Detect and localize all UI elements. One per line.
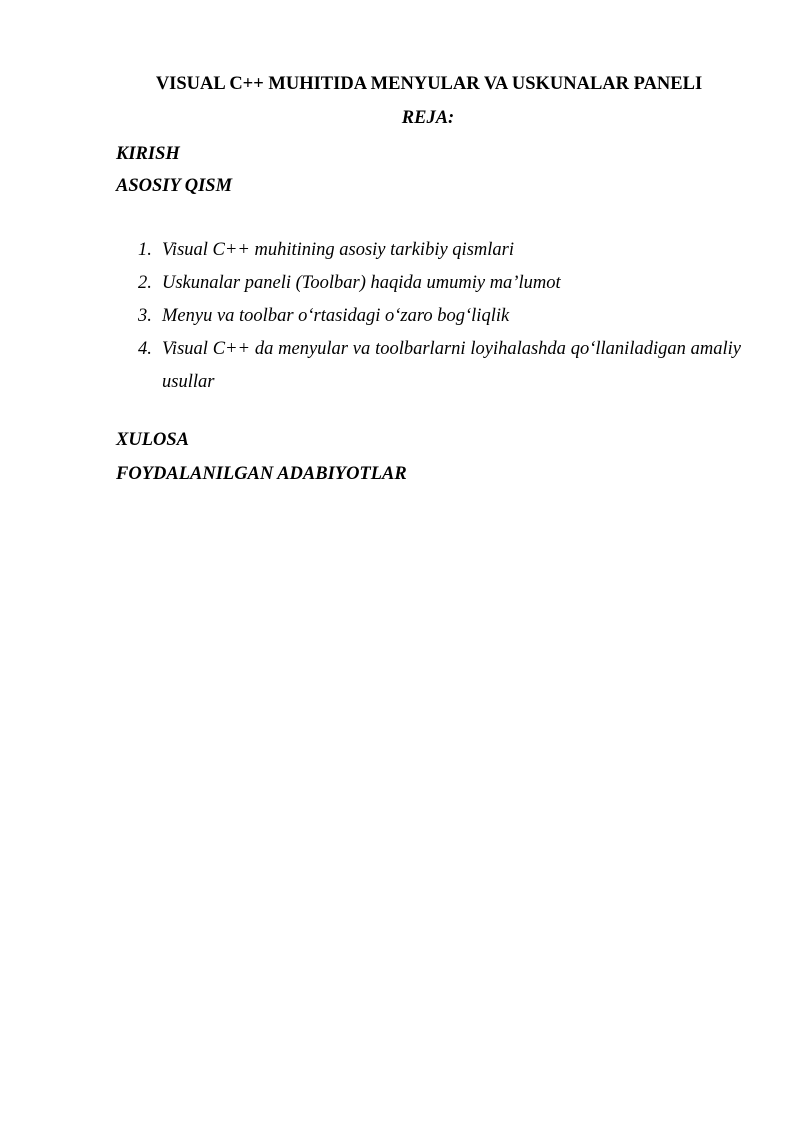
list-item <box>116 300 741 333</box>
list-item <box>116 267 741 300</box>
section-references: FOYDALANILGAN ADABIYOTLAR <box>116 464 407 484</box>
list-item-number: 1. <box>138 240 152 260</box>
section-conclusion: XULOSA <box>116 430 189 450</box>
list-item-text: Uskunalar paneli (Toolbar) haqida umumiy ma’lumot <box>162 273 561 293</box>
plan-list <box>116 234 741 399</box>
document-title: VISUAL C++ MUHITIDA MENYULAR VA USKUNALAR PANELI <box>155 74 703 94</box>
list-item-number: 3. <box>138 306 152 326</box>
list-item-number: 4. <box>138 339 152 359</box>
list-item-text: Visual C++ da menyular va toolbarlarni loyihalashda qo‘llaniladigan amaliy usullar <box>162 339 741 392</box>
list-item-text: Menyu va toolbar o‘rtasidagi o‘zaro bog‘liqlik <box>162 306 510 326</box>
section-main: ASOSIY QISM <box>116 176 233 196</box>
plan-heading: REJA: <box>401 108 455 128</box>
list-item <box>116 234 741 267</box>
list-item <box>116 333 741 399</box>
section-intro: KIRISH <box>116 144 180 164</box>
list-item-text: Visual C++ muhitining asosiy tarkibiy qismlari <box>162 240 514 260</box>
list-item-number: 2. <box>138 273 152 293</box>
